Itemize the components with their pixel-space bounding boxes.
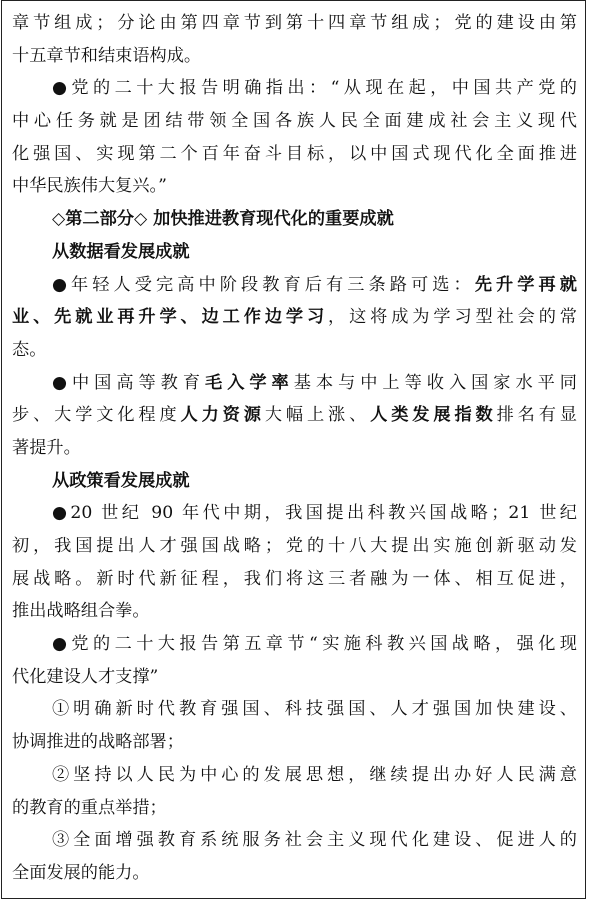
paragraph-line: 推出战略组合拳。 [12, 601, 150, 622]
subheading-data: 从数据看发展成就 [52, 241, 190, 262]
paragraph-line: 代化建设人才支撑” [12, 666, 159, 687]
paragraph-line [12, 399, 577, 432]
paragraph-line: ③全面增强教育系统服务社会主义现代化建设、促进人的 [52, 830, 577, 851]
paragraph-line: 章节组成；分论由第四章节到第十四章节组成；党的建设由第 [12, 13, 577, 33]
paragraph-line: 协调推进的战略部署； [12, 732, 184, 753]
text-span: 步、大学文化程度 [12, 405, 181, 426]
paragraph-line: 初，我国提出人才强国战略；党的十八大提出实施创新驱动发 [12, 536, 577, 556]
paragraph-line: ②坚持以人民为中心的发展思想，继续提出办好人民满意 [52, 764, 577, 785]
bold-text: 先升学再就 [474, 274, 577, 295]
paragraph-line [12, 301, 577, 334]
bold-text: 毛入学率 [205, 372, 294, 393]
paragraph-line: 十五章节和结束语构成。 [12, 45, 202, 66]
section-title: ◇第二部分◇ 加快推进教育现代化的重要成就 [52, 209, 394, 230]
paragraph-line: 著提升。 [12, 437, 81, 458]
text-span: ，这将成为学习型社会的常 [328, 307, 577, 328]
bold-text: 业、先就业再升学、边工作边学习 [12, 307, 329, 328]
paragraph-line: 全面发展的能力。 [12, 862, 150, 883]
paragraph-line: 的教育的重点举措； [12, 797, 167, 818]
text-span: ●年轻人受完高中阶段教育后有三条路可选： [52, 274, 475, 295]
text-span: 大幅上涨、 [264, 405, 371, 426]
paragraph-line: 化强国、实现第二个百年奋斗目标，以中国式现代化全面推进 [12, 143, 577, 164]
paragraph-line: ●党的二十大报告明确指出：“从现在起，中国共产党的 [52, 78, 577, 99]
text-span: 基本与中上等收入国家水平同 [293, 372, 577, 393]
paragraph-line: 展战略。新时代新征程，我们将这三者融为一体、相互促进， [12, 568, 577, 589]
paragraph-line: 态。 [12, 339, 47, 360]
bold-text: 人力资源 [180, 405, 265, 426]
paragraph-line: ●党的二十大报告第五章节“实施科教兴国战略，强化现 [52, 634, 577, 655]
bold-text: 人类发展指数 [370, 405, 497, 426]
paragraph-line: ●20 世纪 90 年代中期，我国提出科教兴国战略；21 世纪 [52, 503, 577, 524]
text-span: ●中国高等教育 [52, 372, 206, 393]
subheading-policy: 从政策看发展成就 [52, 470, 190, 491]
paragraph-line: ①明确新时代教育强国、科技强国、人才强国加快建设、 [52, 699, 577, 720]
paragraph-line: 中心任务就是团结带领全国各族人民全面建成社会主义现代 [12, 111, 577, 132]
paragraph-line [12, 269, 577, 302]
paragraph-line: 中华民族伟大复兴。” [12, 176, 167, 197]
document-frame [1, 0, 586, 899]
paragraph-line [12, 367, 577, 400]
text-span: 排名有显 [496, 405, 577, 426]
